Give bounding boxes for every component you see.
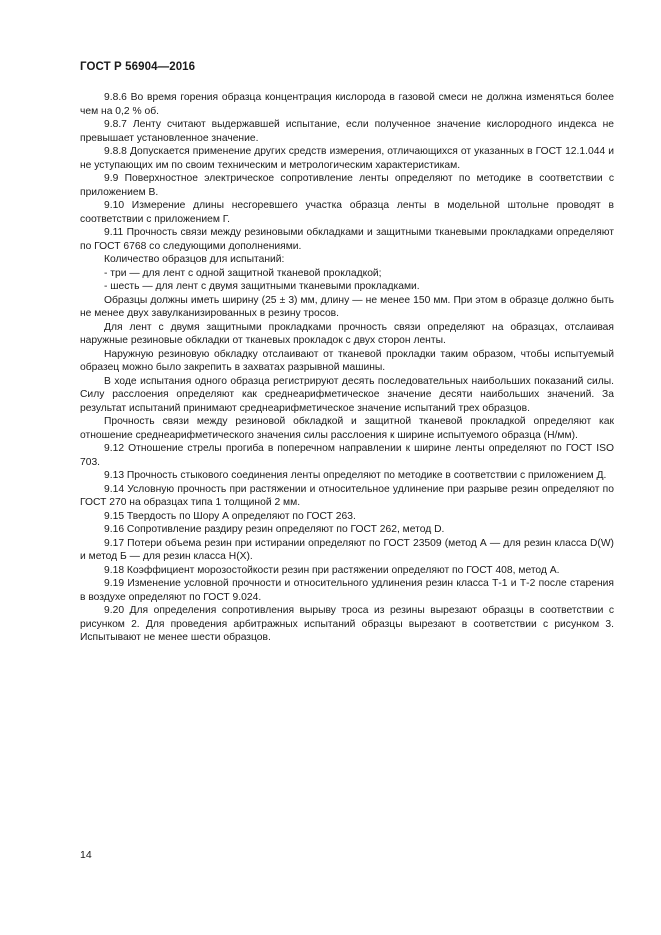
document-header: ГОСТ Р 56904—2016 bbox=[80, 61, 196, 73]
paragraph-9-11: 9.11 Прочность связи между резиновыми обкладками и защитными тканевыми прокладками определяют по ГОСТ 6768 со следующими дополнениями. bbox=[80, 227, 614, 252]
paragraph-9-12: 9.12 Отношение стрелы прогиба в поперечном направлении к ширине ленты определяют по ГОСТ ISO 703. bbox=[80, 443, 614, 468]
paragraph-9-8-7: 9.8.7 Ленту считают выдержавшей испытание, если полученное значение кислородного индекса не превышает установленное значение. bbox=[80, 119, 614, 144]
paragraph-9-8-8: 9.8.8 Допускается применение других средств измерения, отличающихся от указанных в ГОСТ 12.1.044 и не уступающих им по своим техническим и метрологическим характеристикам. bbox=[80, 146, 614, 171]
paragraph-9-16: 9.16 Сопротивление раздиру резин определяют по ГОСТ 262, метод D. bbox=[104, 524, 445, 535]
paragraph-9-13: 9.13 Прочность стыкового соединения ленты определяют по методике в соответствии с приложением Д. bbox=[104, 470, 607, 481]
list-item-six: - шесть — для лент с двумя защитными тканевыми прокладками. bbox=[104, 281, 420, 292]
document-body bbox=[80, 91, 614, 645]
list-item-three: - три — для лент с одной защитной тканевой прокладкой; bbox=[104, 267, 382, 279]
paragraph-9-10: 9.10 Измерение длины несгоревшего участка образца ленты в модельной штольне проводят в соответствии с приложением Г. bbox=[80, 200, 614, 225]
paragraph-bond-strength: Прочность связи между резиновой обкладкой и защитной тканевой прокладкой определяют как отношение среднеарифметического значения силы расслоения к ширине испытуемого образца (Н/мм). bbox=[80, 416, 614, 441]
paragraph-two-layers: Для лент с двумя защитными прокладками прочность связи определяют на образцах, отслаивая наружные резиновые обкладки от тканевых прокладок с двух сторон ленты. bbox=[80, 321, 614, 346]
paragraph-9-19: 9.19 Изменение условной прочности и относительного удлинения резин класса Т-1 и Т-2 после старения в воздухе определяют по ГОСТ 9.024. bbox=[80, 578, 614, 603]
paragraph-9-8-6: 9.8.6 Во время горения образца концентрация кислорода в газовой смеси не должна изменяться более чем на 0,2 % об. bbox=[80, 92, 614, 117]
paragraph-9-20: 9.20 Для определения сопротивления вырыву троса из резины вырезают образцы в соответствии с рисунком 2. Для проведения арбитражных испытаний образцы вырезают в соответствии с рисунком 3. Испытывают не менее шести образцов. bbox=[80, 605, 614, 643]
paragraph-9-18: 9.18 Коэффициент морозостойкости резин при растяжении определяют по ГОСТ 408, метод А. bbox=[104, 564, 560, 576]
paragraph-peeling: Наружную резиновую обкладку отслаивают от тканевой прокладки таким образом, чтобы испытуемый образец можно было закрепить в захватах разрывной машины. bbox=[80, 348, 614, 373]
paragraph-9-15: 9.15 Твердость по Шору А определяют по ГОСТ 263. bbox=[104, 510, 356, 522]
paragraph-9-9: 9.9 Поверхностное электрическое сопротивление ленты определяют по методике в соответствии с приложением В. bbox=[80, 173, 614, 198]
paragraph-sample-count: Количество образцов для испытаний: bbox=[104, 254, 285, 265]
paragraph-sample-size: Образцы должны иметь ширину (25 ± 3) мм, длину — не менее 150 мм. При этом в образце должно быть не менее двух завулканизированных в резину тросов. bbox=[80, 294, 614, 319]
paragraph-test-procedure: В ходе испытания одного образца регистрируют десять последовательных наибольших показаний силы. Силу расслоения определяют как среднеарифметическое значение десяти наибольших значений. За результат испытаний принимают среднеарифметическое значение испытаний трех образцов. bbox=[80, 375, 614, 414]
page-number: 14 bbox=[80, 849, 92, 861]
paragraph-9-17: 9.17 Потери объема резин при истирании определяют по ГОСТ 23509 (метод А — для резин класса D(W) и метод Б — для резин класса Н(Х). bbox=[80, 537, 614, 562]
paragraph-9-14: 9.14 Условную прочность при растяжении и относительное удлинение при разрыве резин определяют по ГОСТ 270 на образцах типа 1 толщиной 2 мм. bbox=[80, 483, 614, 508]
